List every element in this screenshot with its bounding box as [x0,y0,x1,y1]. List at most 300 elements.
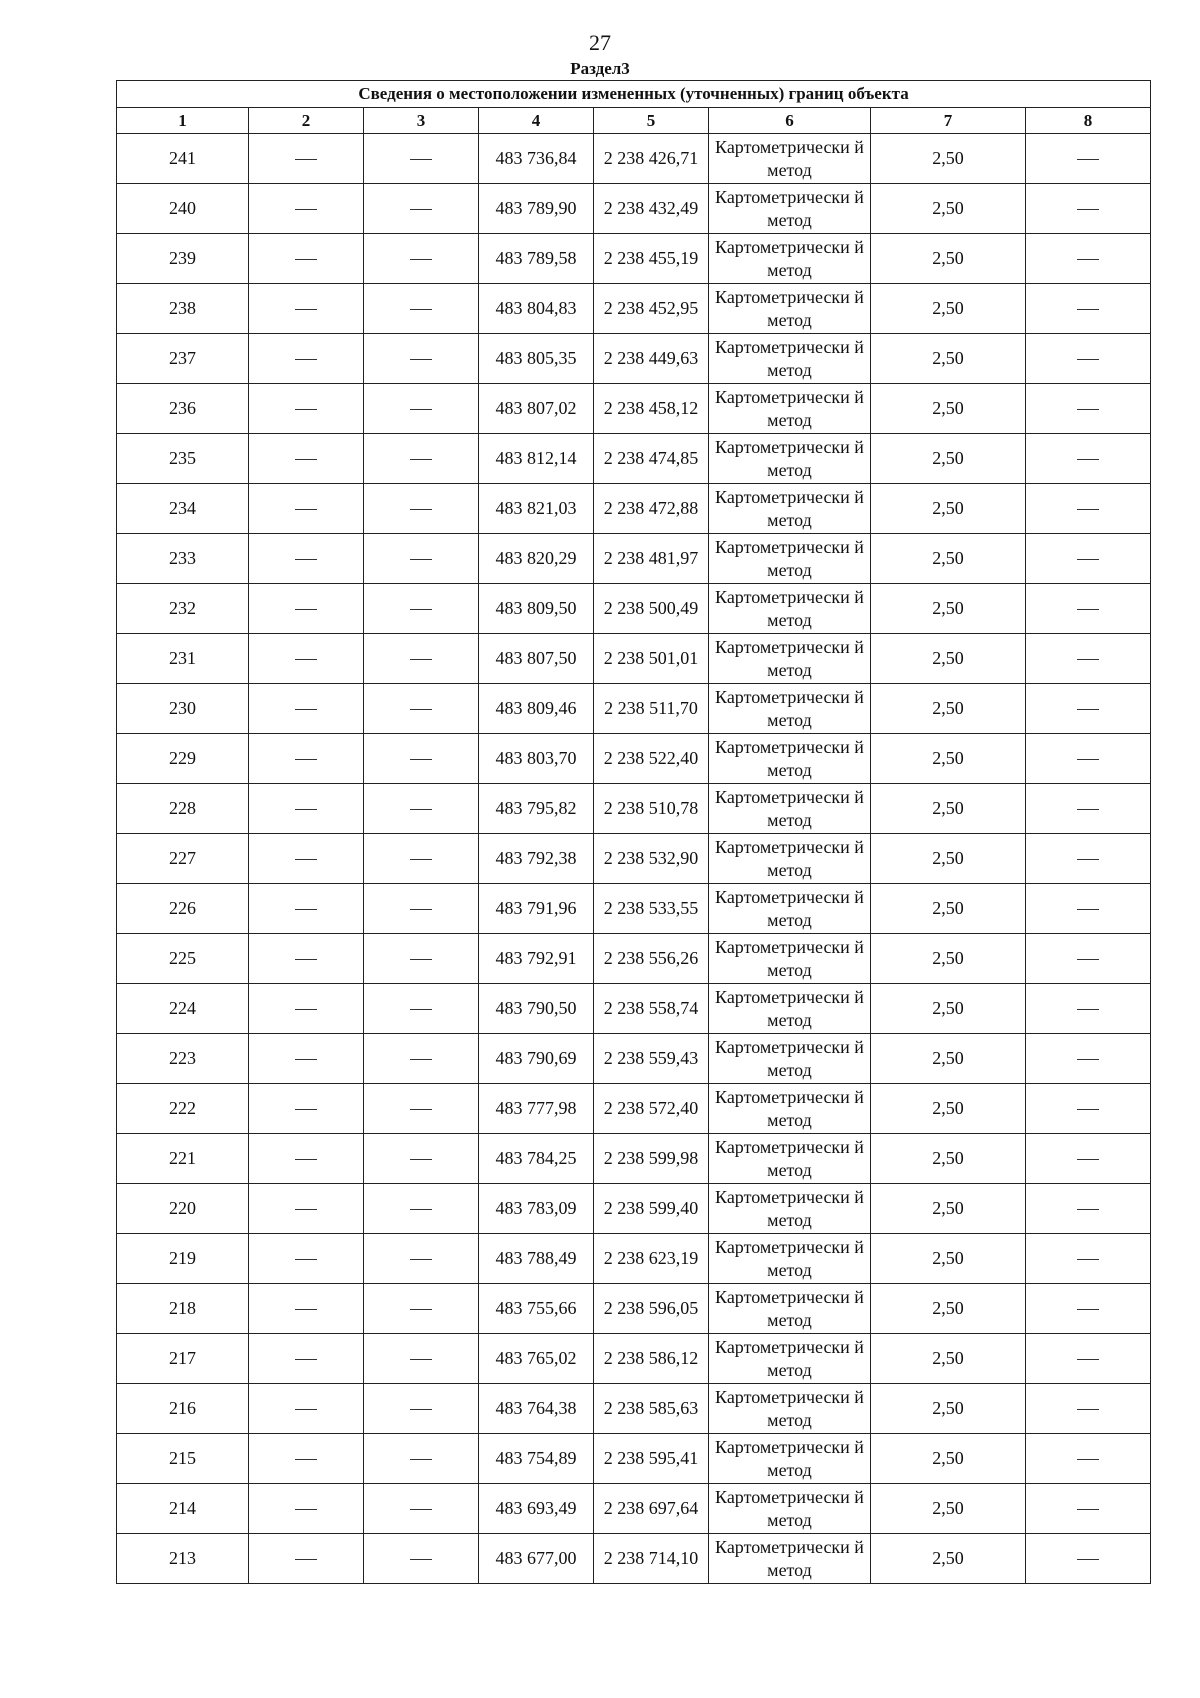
point-number: 226 [117,884,249,934]
dash-mark [295,1409,317,1410]
cell-col2-empty [249,1434,364,1484]
coordinate-y: 2 238 500,49 [594,584,709,634]
method-cell: Картометрически й метод [709,684,871,734]
coordinate-x: 483 805,35 [479,334,594,384]
cell-col8-empty [1026,1184,1151,1234]
accuracy-value: 2,50 [871,984,1026,1034]
boundary-points-table [116,80,1151,1584]
method-cell: Картометрически й метод [709,484,871,534]
coordinate-x: 483 803,70 [479,734,594,784]
cell-col2-empty [249,784,364,834]
dash-mark [295,1309,317,1310]
dash-mark [1077,1109,1099,1110]
point-number: 229 [117,734,249,784]
cell-col2-empty [249,534,364,584]
dash-mark [410,1259,432,1260]
table-row [117,734,1151,784]
table-row [117,1334,1151,1384]
coordinate-y: 2 238 599,98 [594,1134,709,1184]
coordinate-x: 483 807,02 [479,384,594,434]
cell-col2-empty [249,934,364,984]
cell-col8-empty [1026,1034,1151,1084]
table-row [117,184,1151,234]
dash-mark [410,359,432,360]
coordinate-y: 2 238 558,74 [594,984,709,1034]
coordinate-x: 483 791,96 [479,884,594,934]
cell-col2-empty [249,1384,364,1434]
column-number: 4 [479,108,594,134]
dash-mark [1077,1159,1099,1160]
coordinate-y: 2 238 586,12 [594,1334,709,1384]
coordinate-y: 2 238 595,41 [594,1434,709,1484]
column-number: 7 [871,108,1026,134]
dash-mark [1077,1559,1099,1560]
dash-mark [410,1309,432,1310]
cell-col3-empty [364,784,479,834]
dash-mark [1077,1259,1099,1260]
cell-col3-empty [364,1034,479,1084]
table-row [117,834,1151,884]
dash-mark [1077,159,1099,160]
cell-col2-empty [249,1484,364,1534]
cell-col2-empty [249,234,364,284]
cell-col8-empty [1026,1234,1151,1284]
cell-col2-empty [249,484,364,534]
cell-col2-empty [249,584,364,634]
cell-col8-empty [1026,184,1151,234]
cell-col2-empty [249,284,364,334]
cell-col3-empty [364,734,479,784]
coordinate-x: 483 820,29 [479,534,594,584]
cell-col2-empty [249,634,364,684]
cell-col3-empty [364,184,479,234]
accuracy-value: 2,50 [871,1284,1026,1334]
point-number: 236 [117,384,249,434]
dash-mark [295,1159,317,1160]
table-row [117,1034,1151,1084]
method-cell: Картометрически й метод [709,1134,871,1184]
table-row [117,1484,1151,1534]
coordinate-y: 2 238 510,78 [594,784,709,834]
accuracy-value: 2,50 [871,534,1026,584]
dash-mark [1077,1009,1099,1010]
point-number: 225 [117,934,249,984]
dash-mark [1077,709,1099,710]
point-number: 235 [117,434,249,484]
accuracy-value: 2,50 [871,1334,1026,1384]
table-row [117,784,1151,834]
coordinate-x: 483 790,69 [479,1034,594,1084]
point-number: 239 [117,234,249,284]
table-row [117,284,1151,334]
cell-col3-empty [364,1234,479,1284]
cell-col8-empty [1026,684,1151,734]
dash-mark [295,659,317,660]
coordinate-x: 483 809,46 [479,684,594,734]
dash-mark [295,609,317,610]
coordinate-x: 483 765,02 [479,1334,594,1384]
cell-col2-empty [249,1184,364,1234]
coordinate-y: 2 238 449,63 [594,334,709,384]
coordinate-y: 2 238 533,55 [594,884,709,934]
accuracy-value: 2,50 [871,834,1026,884]
dash-mark [410,1009,432,1010]
accuracy-value: 2,50 [871,1184,1026,1234]
cell-col3-empty [364,884,479,934]
table-row [117,534,1151,584]
cell-col8-empty [1026,734,1151,784]
dash-mark [1077,759,1099,760]
accuracy-value: 2,50 [871,1084,1026,1134]
dash-mark [410,959,432,960]
dash-mark [295,259,317,260]
cell-col3-empty [364,1384,479,1434]
table-row [117,1284,1151,1334]
method-cell: Картометрически й метод [709,834,871,884]
dash-mark [410,159,432,160]
dash-mark [295,559,317,560]
dash-mark [410,509,432,510]
coordinate-y: 2 238 426,71 [594,134,709,184]
coordinate-y: 2 238 474,85 [594,434,709,484]
coordinate-y: 2 238 458,12 [594,384,709,434]
cell-col3-empty [364,484,479,534]
page-number: 27 [589,30,611,55]
table-row [117,1234,1151,1284]
dash-mark [1077,1509,1099,1510]
table-row [117,334,1151,384]
dash-mark [410,459,432,460]
column-number-row [117,108,1151,134]
point-number: 228 [117,784,249,834]
dash-mark [1077,1459,1099,1460]
dash-mark [295,909,317,910]
accuracy-value: 2,50 [871,1034,1026,1084]
cell-col8-empty [1026,334,1151,384]
dash-mark [295,859,317,860]
method-cell: Картометрически й метод [709,234,871,284]
method-cell: Картометрически й метод [709,434,871,484]
dash-mark [410,209,432,210]
method-cell: Картометрически й метод [709,284,871,334]
cell-col3-empty [364,1534,479,1584]
accuracy-value: 2,50 [871,1384,1026,1434]
dash-mark [1077,559,1099,560]
table-row [117,1384,1151,1434]
cell-col8-empty [1026,134,1151,184]
method-cell: Картометрически й метод [709,1484,871,1534]
table-row [117,934,1151,984]
coordinate-y: 2 238 556,26 [594,934,709,984]
cell-col2-empty [249,384,364,434]
coordinate-x: 483 783,09 [479,1184,594,1234]
table-row [117,1434,1151,1484]
accuracy-value: 2,50 [871,134,1026,184]
cell-col3-empty [364,284,479,334]
point-number: 213 [117,1534,249,1584]
method-cell: Картометрически й метод [709,1184,871,1234]
dash-mark [295,1359,317,1360]
method-cell: Картометрически й метод [709,534,871,584]
coordinate-x: 483 755,66 [479,1284,594,1334]
dash-mark [295,1559,317,1560]
cell-col2-empty [249,684,364,734]
coordinate-x: 483 736,84 [479,134,594,184]
column-number: 5 [594,108,709,134]
point-number: 217 [117,1334,249,1384]
cell-col3-empty [364,584,479,634]
cell-col8-empty [1026,884,1151,934]
cell-col8-empty [1026,1534,1151,1584]
point-number: 223 [117,1034,249,1084]
coordinate-y: 2 238 559,43 [594,1034,709,1084]
coordinate-y: 2 238 585,63 [594,1384,709,1434]
dash-mark [1077,459,1099,460]
cell-col8-empty [1026,1284,1151,1334]
dash-mark [1077,959,1099,960]
cell-col2-empty [249,1284,364,1334]
point-number: 230 [117,684,249,734]
method-cell: Картометрически й метод [709,884,871,934]
cell-col8-empty [1026,484,1151,534]
coordinate-x: 483 789,58 [479,234,594,284]
coordinate-y: 2 238 623,19 [594,1234,709,1284]
cell-col8-empty [1026,984,1151,1034]
coordinate-y: 2 238 572,40 [594,1084,709,1134]
accuracy-value: 2,50 [871,1134,1026,1184]
coordinate-x: 483 764,38 [479,1384,594,1434]
coordinate-y: 2 238 697,64 [594,1484,709,1534]
dash-mark [410,709,432,710]
section-title: Раздел3 [570,59,630,78]
point-number: 241 [117,134,249,184]
coordinate-x: 483 807,50 [479,634,594,684]
method-cell: Картометрически й метод [709,1234,871,1284]
dash-mark [295,959,317,960]
cell-col3-empty [364,234,479,284]
point-number: 215 [117,1434,249,1484]
cell-col8-empty [1026,834,1151,884]
cell-col3-empty [364,1484,479,1534]
dash-mark [295,1459,317,1460]
dash-mark [1077,909,1099,910]
dash-mark [410,1459,432,1460]
coordinate-y: 2 238 596,05 [594,1284,709,1334]
coordinate-x: 483 809,50 [479,584,594,634]
accuracy-value: 2,50 [871,584,1026,634]
dash-mark [410,659,432,660]
dash-mark [410,609,432,610]
method-cell: Картометрически й метод [709,734,871,784]
dash-mark [295,209,317,210]
coordinate-x: 483 693,49 [479,1484,594,1534]
dash-mark [410,1559,432,1560]
table-row [117,1134,1151,1184]
dash-mark [295,1009,317,1010]
coordinate-y: 2 238 532,90 [594,834,709,884]
dash-mark [410,259,432,260]
table-row [117,384,1151,434]
accuracy-value: 2,50 [871,234,1026,284]
coordinate-y: 2 238 501,01 [594,634,709,684]
dash-mark [410,409,432,410]
cell-col3-empty [364,534,479,584]
table-caption: Сведения о местоположении измененных (уточненных) границ объекта [117,81,1151,108]
cell-col3-empty [364,934,479,984]
cell-col8-empty [1026,284,1151,334]
cell-col3-empty [364,434,479,484]
coordinate-y: 2 238 472,88 [594,484,709,534]
cell-col3-empty [364,1284,479,1334]
point-number: 220 [117,1184,249,1234]
accuracy-value: 2,50 [871,334,1026,384]
method-cell: Картометрически й метод [709,934,871,984]
method-cell: Картометрически й метод [709,384,871,434]
dash-mark [1077,809,1099,810]
column-number: 6 [709,108,871,134]
dash-mark [410,1359,432,1360]
cell-col3-empty [364,684,479,734]
dash-mark [295,159,317,160]
point-number: 232 [117,584,249,634]
cell-col2-empty [249,1534,364,1584]
cell-col2-empty [249,1334,364,1384]
table-row [117,234,1151,284]
point-number: 231 [117,634,249,684]
dash-mark [295,409,317,410]
table-row [117,1084,1151,1134]
dash-mark [295,1509,317,1510]
dash-mark [410,859,432,860]
accuracy-value: 2,50 [871,1234,1026,1284]
method-cell: Картометрически й метод [709,334,871,384]
table-row [117,484,1151,534]
cell-col8-empty [1026,1334,1151,1384]
accuracy-value: 2,50 [871,1434,1026,1484]
table-row [117,884,1151,934]
dash-mark [1077,309,1099,310]
accuracy-value: 2,50 [871,284,1026,334]
table-row [117,684,1151,734]
point-number: 227 [117,834,249,884]
cell-col2-empty [249,1034,364,1084]
cell-col3-empty [364,834,479,884]
cell-col2-empty [249,1084,364,1134]
dash-mark [1077,609,1099,610]
dash-mark [295,1059,317,1060]
coordinate-y: 2 238 452,95 [594,284,709,334]
dash-mark [410,559,432,560]
cell-col2-empty [249,884,364,934]
dash-mark [410,1409,432,1410]
cell-col2-empty [249,434,364,484]
method-cell: Картометрически й метод [709,1534,871,1584]
method-cell: Картометрически й метод [709,1384,871,1434]
cell-col3-empty [364,984,479,1034]
accuracy-value: 2,50 [871,1484,1026,1534]
coordinate-x: 483 788,49 [479,1234,594,1284]
coordinate-x: 483 792,91 [479,934,594,984]
dash-mark [1077,1359,1099,1360]
method-cell: Картометрически й метод [709,1334,871,1384]
cell-col3-empty [364,1134,479,1184]
cell-col2-empty [249,984,364,1034]
point-number: 234 [117,484,249,534]
point-number: 214 [117,1484,249,1534]
method-cell: Картометрически й метод [709,984,871,1034]
cell-col2-empty [249,334,364,384]
cell-col8-empty [1026,534,1151,584]
coordinate-x: 483 789,90 [479,184,594,234]
cell-col3-empty [364,384,479,434]
cell-col3-empty [364,1434,479,1484]
method-cell: Картометрически й метод [709,634,871,684]
point-number: 240 [117,184,249,234]
cell-col8-empty [1026,934,1151,984]
cell-col8-empty [1026,784,1151,834]
cell-col3-empty [364,1084,479,1134]
cell-col3-empty [364,1184,479,1234]
coordinate-x: 483 812,14 [479,434,594,484]
dash-mark [410,1209,432,1210]
accuracy-value: 2,50 [871,734,1026,784]
table-row [117,1534,1151,1584]
dash-mark [410,1509,432,1510]
table-row [117,134,1151,184]
table-row [117,434,1151,484]
cell-col8-empty [1026,384,1151,434]
coordinate-x: 483 804,83 [479,284,594,334]
cell-col2-empty [249,834,364,884]
dash-mark [1077,1309,1099,1310]
method-cell: Картометрически й метод [709,1434,871,1484]
point-number: 221 [117,1134,249,1184]
point-number: 219 [117,1234,249,1284]
method-cell: Картометрически й метод [709,1284,871,1334]
cell-col8-empty [1026,1434,1151,1484]
cell-col2-empty [249,1134,364,1184]
method-cell: Картометрически й метод [709,1034,871,1084]
method-cell: Картометрически й метод [709,784,871,834]
cell-col8-empty [1026,1384,1151,1434]
table-row [117,1184,1151,1234]
column-number: 2 [249,108,364,134]
dash-mark [410,809,432,810]
dash-mark [295,709,317,710]
method-cell: Картометрически й метод [709,134,871,184]
dash-mark [410,1109,432,1110]
dash-mark [295,1109,317,1110]
table-row [117,634,1151,684]
cell-col3-empty [364,1334,479,1384]
cell-col8-empty [1026,1484,1151,1534]
cell-col2-empty [249,134,364,184]
coordinate-y: 2 238 511,70 [594,684,709,734]
cell-col8-empty [1026,1084,1151,1134]
accuracy-value: 2,50 [871,934,1026,984]
dash-mark [1077,259,1099,260]
point-number: 218 [117,1284,249,1334]
cell-col8-empty [1026,1134,1151,1184]
coordinate-x: 483 790,50 [479,984,594,1034]
point-number: 224 [117,984,249,1034]
coordinate-x: 483 795,82 [479,784,594,834]
table-row [117,584,1151,634]
point-number: 238 [117,284,249,334]
column-number: 1 [117,108,249,134]
dash-mark [1077,659,1099,660]
dash-mark [1077,209,1099,210]
